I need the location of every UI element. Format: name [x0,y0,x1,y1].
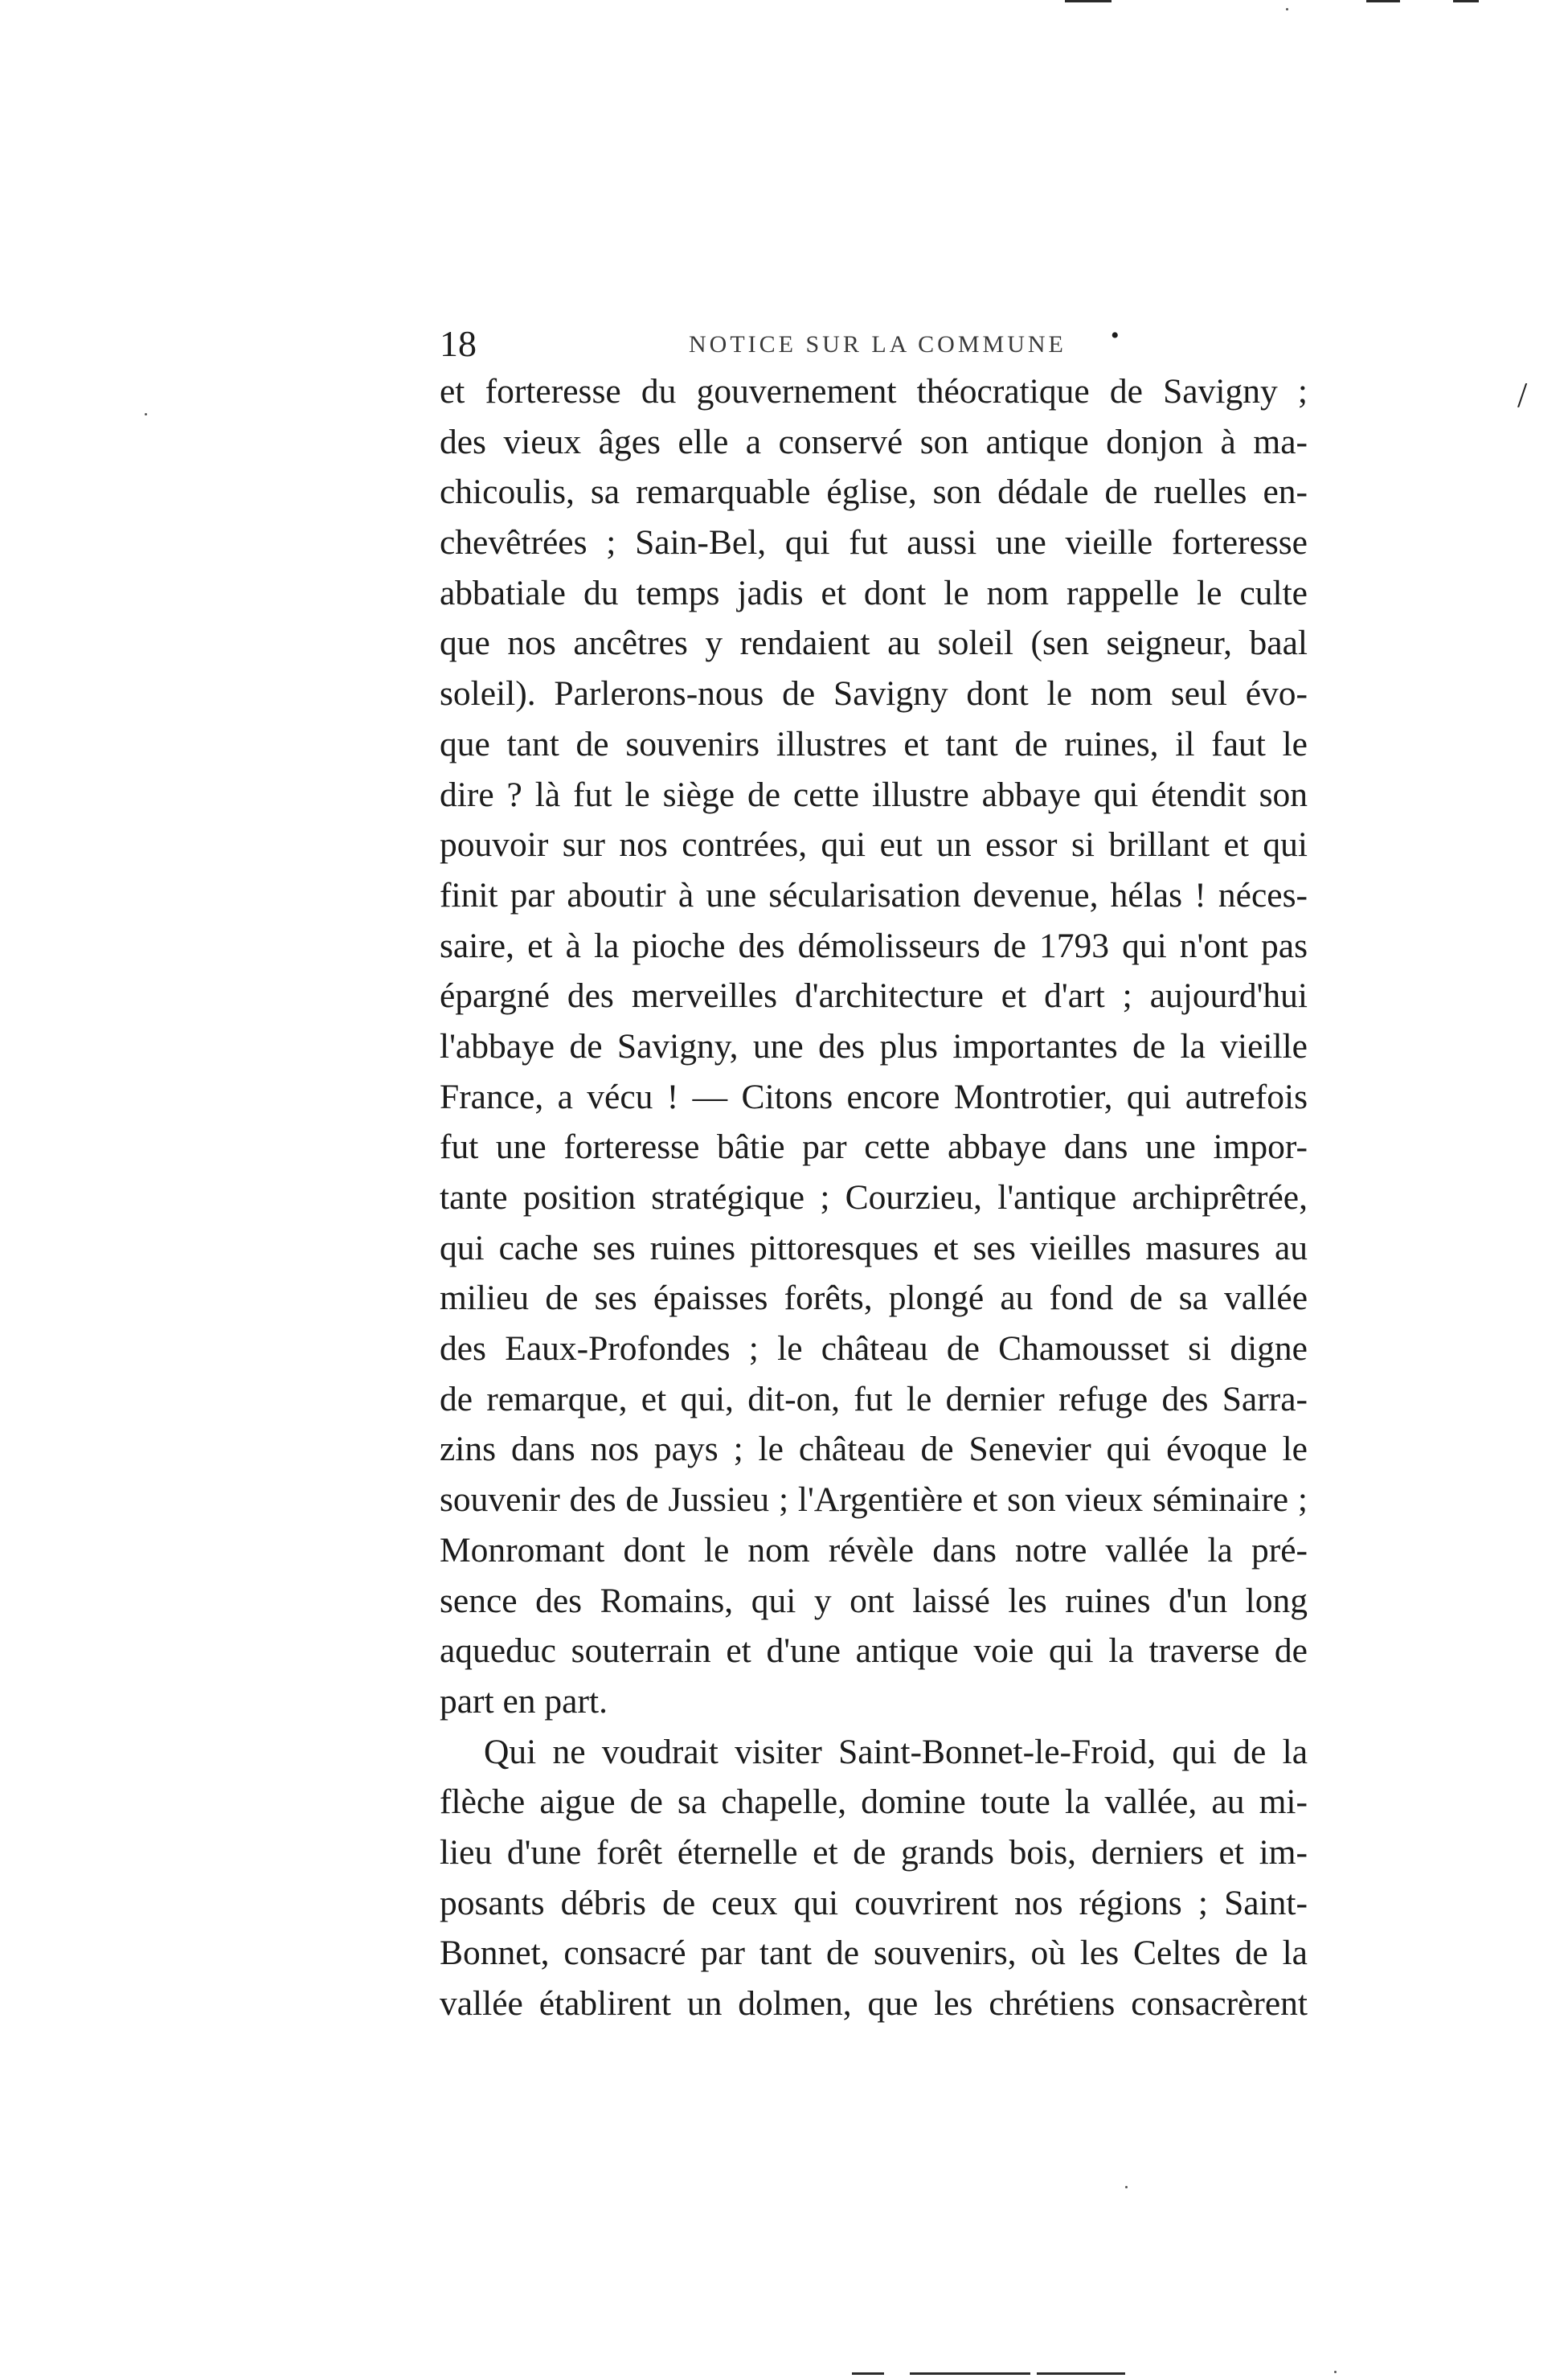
text-line: flèche aigue de sa chapelle, domine toute la vallée, au mi- [440,1782,1308,1822]
text-line: posants débris de ceux qui couvrirent nos régions ; Saint- [440,1883,1308,1922]
scan-artifact [145,413,147,415]
scan-artifact [1334,2371,1337,2373]
text-line: abbatiale du temps jadis et dont le nom rappelle le culte [440,573,1308,612]
text-line: saire, et à la pioche des démolisseurs de 1793 qui n'ont pas [440,926,1308,965]
scan-artifact [1453,0,1479,2]
scan-artifact [1286,8,1288,10]
scan-artifact [1065,0,1112,2]
scan-artifact [910,2372,1030,2375]
header-ornament: • [1111,322,1120,349]
text-line: chicoulis, sa remarquable église, son dédale de ruelles en- [440,473,1308,512]
text-line: pouvoir sur nos contrées, qui eut un essor si brillant et qui [440,825,1308,865]
scan-artifact [1366,0,1400,2]
text-line: l'abbaye de Savigny, une des plus importantes de la vieille [440,1026,1308,1066]
text-line: zins dans nos pays ; le château de Senevier qui évoque le [440,1430,1308,1469]
text-line: aqueduc souterrain et d'une antique voie qui la traverse de [440,1631,1308,1671]
text-line: dire ? là fut le siège de cette illustre abbaye qui étendit son [440,775,1308,814]
running-title: NOTICE SUR LA COMMUNE [689,331,1066,358]
text-line: des vieux âges elle a conservé son antique donjon à ma- [440,422,1308,461]
text-line: France, a vécu ! — Citons encore Montrotier, qui autrefois [440,1077,1308,1116]
text-line: et forteresse du gouvernement théocratique de Savigny ; [440,372,1308,411]
margin-mark: / [1517,375,1528,415]
paragraph-start-line: Qui ne voudrait visiter Saint-Bonnet-le-Froid, qui de la [484,1732,1308,1771]
running-head [440,320,1308,368]
text-line: Bonnet, consacré par tant de souvenirs, où les Celtes de la [440,1934,1308,1973]
text-line: milieu de ses épaisses forêts, plongé au fond de sa vallée [440,1279,1308,1318]
text-line: que nos ancêtres y rendaient au soleil (sen seigneur, baal [440,624,1308,663]
text-line: part en part. [440,1681,608,1721]
text-line: soleil). Parlerons-nous de Savigny dont le nom seul évo- [440,674,1308,714]
text-line: vallée établirent un dolmen, que les chrétiens consacrèrent [440,1984,1308,2023]
text-line: fut une forteresse bâtie par cette abbaye dans une impor- [440,1128,1308,1167]
text-line: que tant de souvenirs illustres et tant de ruines, il faut le [440,724,1308,763]
text-line: Monromant dont le nom révèle dans notre vallée la pré- [440,1530,1308,1570]
text-line: tante position stratégique ; Courzieu, l'antique archiprêtrée, [440,1178,1308,1217]
text-line: finit par aboutir à une sécularisation devenue, hélas ! néces- [440,875,1308,915]
text-line: des Eaux-Profondes ; le château de Chamousset si digne [440,1329,1308,1369]
text-line: sence des Romains, qui y ont laissé les ruines d'un long [440,1581,1308,1620]
scan-artifact [1037,2372,1125,2375]
text-line: qui cache ses ruines pittoresques et ses vieilles masures au [440,1228,1308,1267]
text-line: chevêtrées ; Sain-Bel, qui fut aussi une vieille forteresse [440,523,1308,563]
text-line: lieu d'une forêt éternelle et de grands bois, derniers et im- [440,1832,1308,1872]
text-line: de remarque, et qui, dit-on, fut le dernier refuge des Sarra- [440,1379,1308,1418]
text-line: épargné des merveilles d'architecture et d'art ; aujourd'hui [440,976,1308,1016]
body-text [440,366,1308,2029]
scan-artifact [1125,2186,1128,2188]
text-line: souvenir des de Jussieu ; l'Argentière et son vieux séminaire ; [440,1480,1308,1520]
scan-artifact [852,2372,884,2375]
page-number: 18 [440,323,477,364]
